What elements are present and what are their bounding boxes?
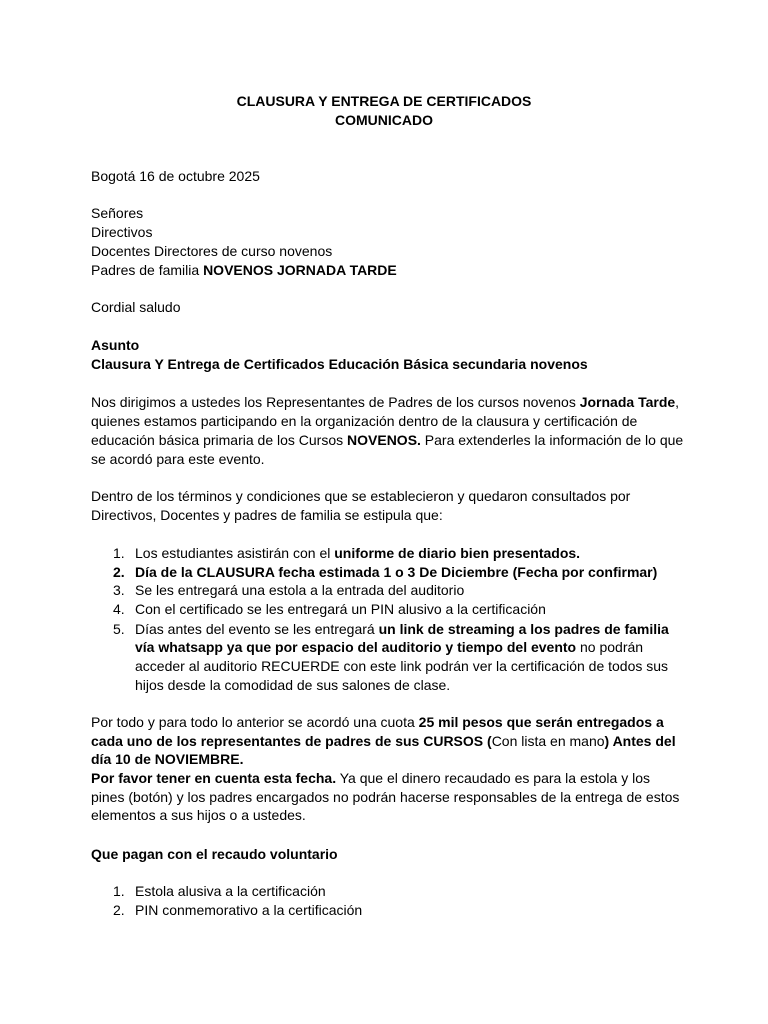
payment-line [91,732,676,750]
list-item [135,620,669,638]
list-item-bold: uniforme de diario bien presentados. [334,545,581,561]
subject-label: Asunto [91,337,140,353]
list-item-text: no podrán [576,639,644,655]
list-item-text: Días antes del evento se les entregará [135,621,379,637]
payment-text: Por todo y para todo lo anterior se acordó una cuota [91,714,419,730]
list-item-bold: vía whatsapp ya que por espacio del auditorio y tiempo del evento [135,639,577,655]
list-item-continuation [135,638,643,656]
recipient-line: Docentes Directores de curso novenos [91,243,333,259]
date-line: Bogotá 16 de octubre 2025 [91,168,260,184]
list-item [135,544,580,562]
list-number: 5. [113,621,125,637]
recipient-line: Señores [91,205,144,221]
intro-line [91,393,679,411]
intro-text: Nos dirigimos a ustedes los Representantes de Padres de los cursos novenos [91,394,580,410]
payment-bold: ) Antes del [604,733,676,749]
intro-text: , [675,394,680,410]
terms-line: Dentro de los términos y condiciones que se establecieron y quedaron consultados por [91,488,631,504]
intro-text: Para extenderles la información de lo que [420,432,684,448]
payment-text: Con lista en mano [491,733,605,749]
payment-text: Ya que el dinero recaudado es para la estola y los [336,770,651,786]
list-item-text: Los estudiantes asistirán con el [135,545,335,561]
payment-bold: Por favor tener en cuenta esta fecha. [91,770,337,786]
list-item: Día de la CLAUSURA fecha estimada 1 o 3 De Diciembre (Fecha por confirmar) [135,564,658,580]
intro-bold: Jornada Tarde [579,394,676,410]
payment-line [91,713,664,731]
greeting: Cordial saludo [91,299,181,315]
payment-bold: cada uno de los representantes de padres de sus CURSOS ( [91,733,492,749]
list-item: Estola alusiva a la certificación [135,883,326,899]
intro-bold: NOVENOS. [347,432,421,448]
list-item-continuation: acceder al auditorio RECUERDE con este link podrán ver la certificación de todos sus [135,658,669,674]
list-number: 3. [113,582,125,598]
payment-bold: 25 mil pesos que serán entregados a [418,714,664,730]
payment-line [91,769,650,787]
payment-line: pines (botón) y los padres encargados no podrán hacerse responsables de la entrega de estos [91,789,680,805]
recipient-line [91,261,397,279]
subject-text: Clausura Y Entrega de Certificados Educación Básica secundaria novenos [91,356,588,372]
intro-line: quienes estamos participando en la organización dentro de la clausura y certificación de [91,413,638,429]
list-number: 2. [113,902,125,918]
intro-text: educación básica primaria de los Cursos [91,432,348,448]
payment-line: día 10 de NOVIEMBRE. [91,751,244,767]
list-number: 1. [113,883,125,899]
list-item: Con el certificado se les entregará un PIN alusivo a la certificación [135,601,546,617]
intro-line [91,431,683,449]
section-heading: Que pagan con el recaudo voluntario [91,846,338,862]
recipient-line: Directivos [91,224,153,240]
list-item-continuation: hijos desde la comodidad de sus salones de clase. [135,677,451,693]
recipient-group-bold: NOVENOS JORNADA TARDE [203,262,397,278]
terms-line: Directivos, Docentes y padres de familia se estipula que: [91,507,443,523]
list-number: 1. [113,545,125,561]
list-item: PIN conmemorativo a la certificación [135,902,363,918]
list-number: 4. [113,601,125,617]
document-title: CLAUSURA Y ENTREGA DE CERTIFICADOS [236,93,532,109]
document-subtitle: COMUNICADO [335,112,433,128]
list-number: 2. [113,564,125,580]
list-item: Se les entregará una estola a la entrada del auditorio [135,582,465,598]
list-item-bold: un link de streaming a los padres de familia [378,621,669,637]
recipient-text: Padres de familia [91,262,204,278]
intro-line: se acordó para este evento. [91,451,265,467]
payment-line: elementos a sus hijos o a ustedes. [91,807,306,823]
